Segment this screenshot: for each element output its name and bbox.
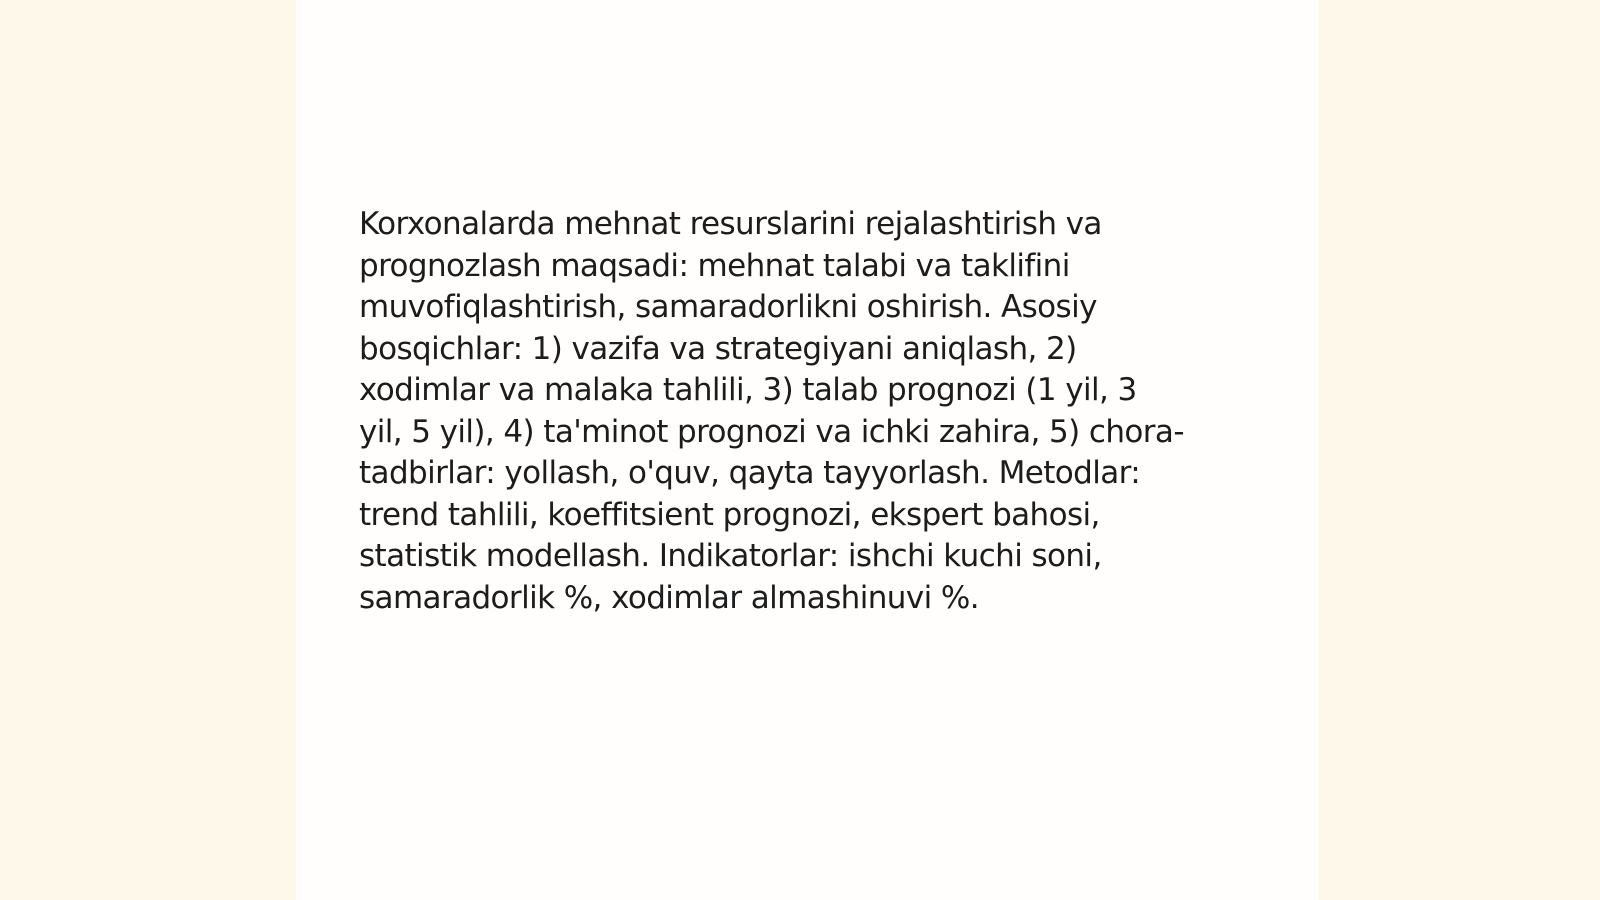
paragraph-line: xodimlar va malaka tahlili, 3) talab prognozi (1 yil, 3 [359,372,1137,408]
paragraph-line: trend tahlili, koeffitsient prognozi, ekspert bahosi, [359,496,1100,533]
paragraph-line: tadbirlar: yollash, o'quv, qayta tayyorlash. Metodlar: [359,455,1141,491]
paragraph-line: prognozlash maqsadi: mehnat talabi va taklifini [359,247,1070,284]
body-paragraph [359,204,1255,619]
paragraph-line: statistik modellash. Indikatorlar: ishchi kuchi soni, [359,538,1102,574]
paragraph-line: bosqichlar: 1) vazifa va strategiyani aniqlash, 2) [359,330,1077,367]
paragraph-line: Korxonalarda mehnat resurslarini rejalashtirish va [359,206,1102,242]
paragraph-line: yil, 5 yil), 4) ta'minot prognozi va ichki zahira, 5) chora- [359,413,1184,450]
paragraph-line: muvofiqlashtirish, samaradorlikni oshirish. Asosiy [359,289,1097,325]
paragraph-line: samaradorlik %, xodimlar almashinuvi %. [359,579,979,616]
document-page [296,0,1318,900]
